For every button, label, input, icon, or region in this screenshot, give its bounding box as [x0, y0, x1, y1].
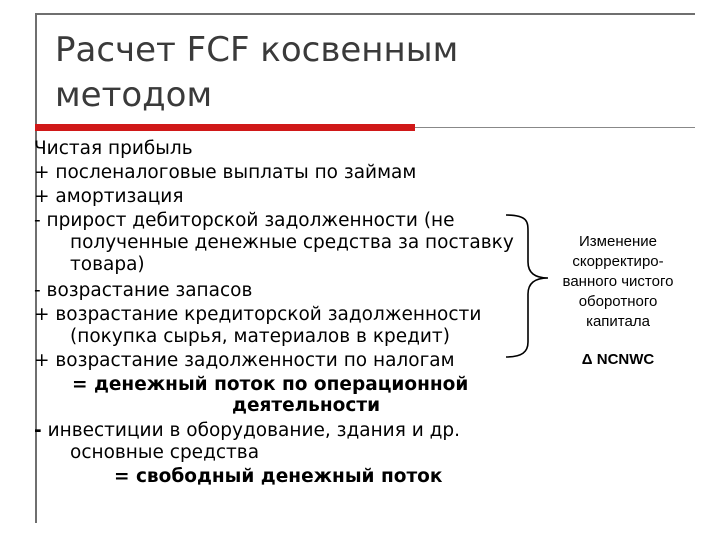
line-after-tax-interest: + посленалоговые выплаты по займам — [34, 162, 417, 183]
line-inventory-increase: - возрастание запасов — [34, 280, 253, 301]
note-line-1: Изменение — [579, 233, 657, 250]
title-line-2: методом — [55, 75, 213, 115]
line-free-cash-flow: = свободный денежный поток — [114, 466, 443, 487]
line-receivables-increase: - прирост дебиторской задолженности (не — [34, 210, 455, 231]
note-line-5: капитала — [586, 313, 650, 330]
investment-sign: - — [34, 420, 42, 441]
line-receivables-end: товара) — [70, 254, 145, 275]
line-operating-cash-flow: = денежный поток по операционной — [72, 374, 469, 395]
working-capital-note — [548, 232, 688, 332]
line-payables-increase: + возрастание кредиторской задолженности — [34, 304, 482, 325]
line-net-profit: Чистая прибыль — [34, 138, 193, 159]
ncnwc-symbol: Δ NCNWC — [581, 351, 655, 368]
line-investments-cont: основные средства — [70, 442, 260, 463]
title-line-1: Расчет FCF косвенным — [55, 30, 459, 70]
note-line-2: скорректиро- — [572, 253, 664, 270]
line-operating-cash-flow-cont: деятельности — [232, 395, 381, 416]
note-line-3: ванного чистого — [562, 273, 674, 290]
line-tax-liabilities: + возрастание задолженности по налогам — [34, 350, 455, 371]
line-receivables-cont: полученные денежные средства за поставку — [70, 232, 514, 253]
line-depreciation: + амортизация — [34, 186, 184, 207]
investment-text: инвестиции в оборудование, здания и др. — [47, 420, 461, 441]
note-line-4: оборотного — [578, 293, 658, 310]
line-payables-cont: (покупка сырья, материалов в кредит) — [70, 326, 450, 347]
